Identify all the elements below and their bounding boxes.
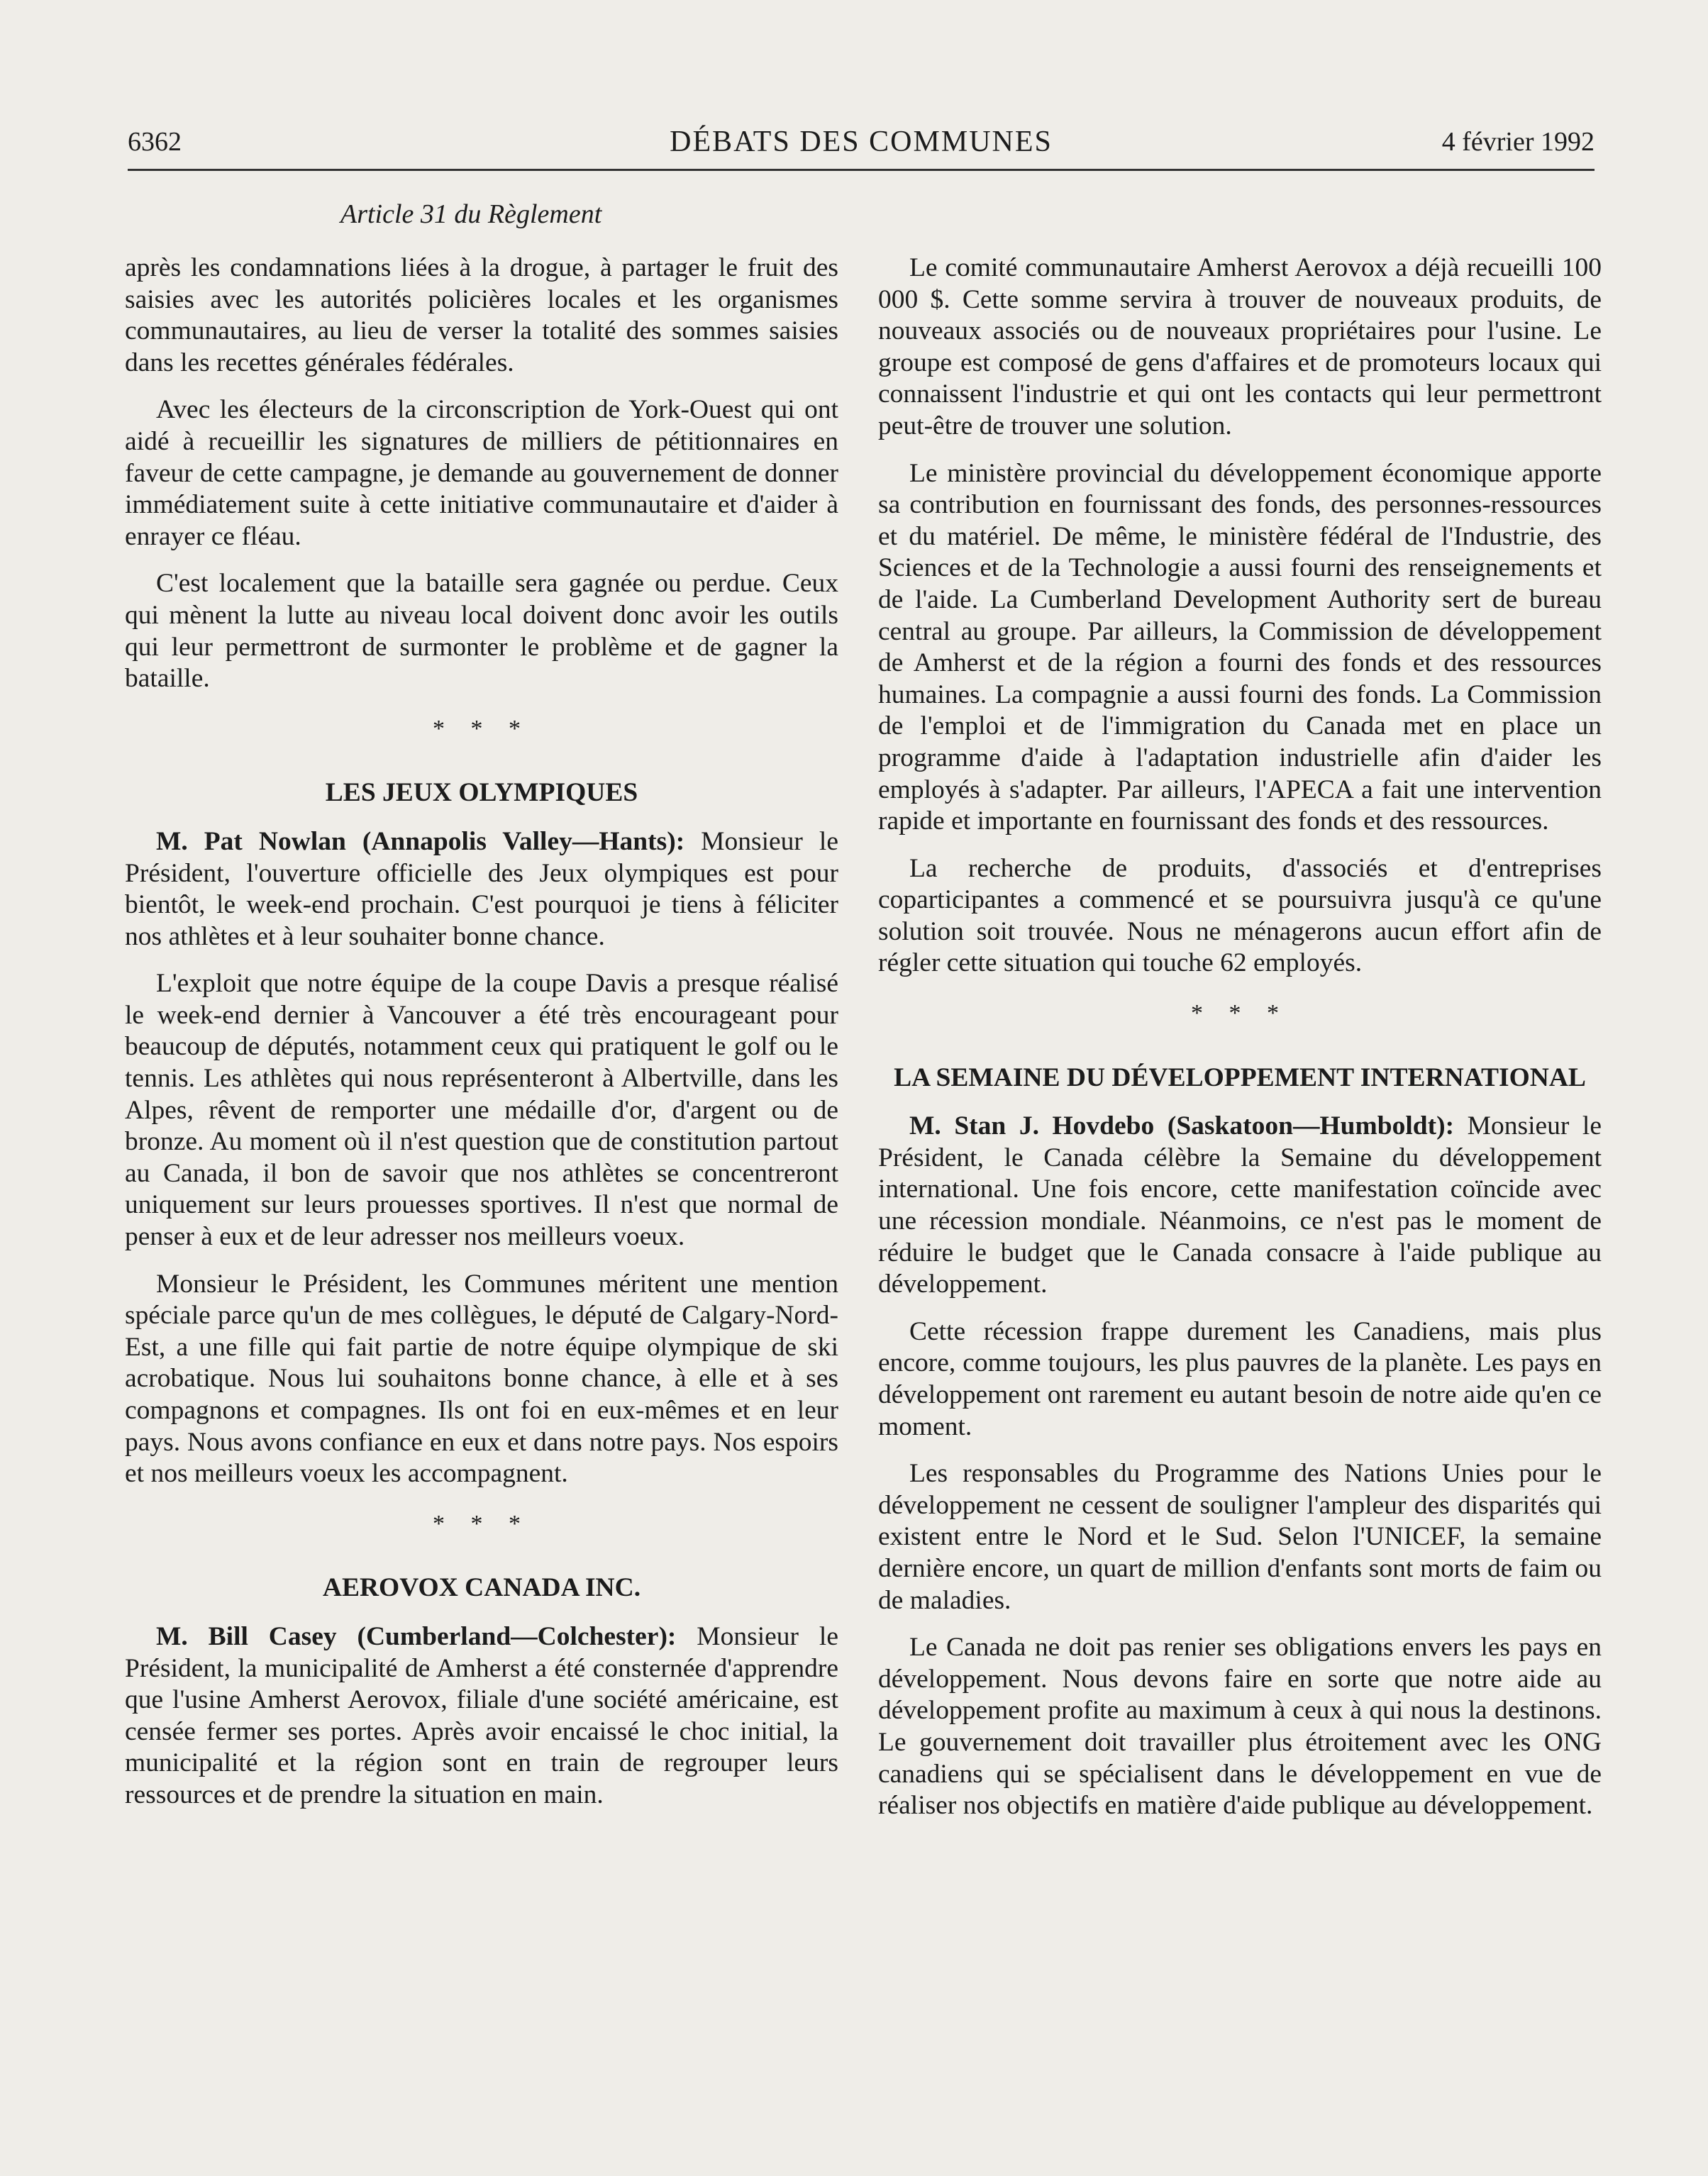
paragraph: Cette récession frappe durement les Canadiens, mais plus encore, comme toujours, les plus pauvres de la planète. Les pays en développement ont rarement eu autant besoin de notre aide qu'en ce moment.	[878, 1316, 1602, 1441]
section-separator: * * *	[433, 715, 531, 742]
paragraph: Le comité communautaire Amherst Aerovox a déjà recueilli 100 000 $. Cette somme servira à trouver de nouveaux produits, de nouveaux associés ou de nouveaux propriétaires pour l'usine. Le groupe est composé de gens d'affaires et de promoteurs locaux qui connaissent l'industrie et qui ont les contacts qui leur permettront peut-être de trouver une solution.	[878, 253, 1602, 440]
paragraph: La recherche de produits, d'associés et d'entreprises coparticipantes a commencé et se poursuivra jusqu'à ce qu'une solution soit trouvée. Nous ne ménagerons aucun effort afin de régler cette situation qui touche 62 employés.	[878, 853, 1602, 978]
left-column	[125, 252, 838, 1827]
speaker-name: M. Stan J. Hovdebo (Saskatoon—Humboldt):	[909, 1111, 1455, 1141]
section-heading: AEROVOX CANADA INC.	[322, 1573, 641, 1603]
right-column	[878, 252, 1602, 1838]
section-heading: LA SEMAINE DU DÉVELOPPEMENT INTERNATIONAL	[894, 1062, 1586, 1092]
speaker-name: M. Pat Nowlan (Annapolis Valley—Hants):	[156, 826, 685, 856]
paragraph: Le Canada ne doit pas renier ses obligations envers les pays en développement. Nous devons faire en sorte que notre aide au développement profite au maximum à ceux à qui nous la destinons. Le gouvernement doit travailler plus étroitement avec les ONG canadiens qui se spécialisent dans le développement en vue de réaliser nos objectifs en matière d'aide publique au développement.	[878, 1633, 1602, 1821]
section-separator: * * *	[1191, 1000, 1289, 1027]
paragraph: Avec les électeurs de la circonscription de York-Ouest qui ont aidé à recueillir les signatures de milliers de pétitionnaires en faveur de cette campagne, je demande au gouvernement de donner immédiatement suite à cette initiative communautaire et d'aider à enrayer ce fléau.	[125, 395, 838, 551]
speech-text: Monsieur le Président, le Canada célèbre la Semaine du développement international. Une fois encore, cette manifestation coïncide avec une récession mondiale. Néanmoins, ce n'est pas le moment de réduire le budget que le Canada consacre à l'aide publique au développement.	[878, 1111, 1602, 1299]
section-rubric: Article 31 du Règlement	[340, 199, 602, 229]
speech-paragraph	[125, 1621, 838, 1811]
paragraph: L'exploit que notre équipe de la coupe Davis a presque réalisé le week-end dernier à Vancouver a été très encourageant pour beaucoup de députés, notamment ceux qui pratiquent le golf ou le tennis. Les athlètes qui nous représenteront à Albertville, dans les Alpes, rêvent de remporter une médaille d'or, d'argent ou de bronze. Au moment où il n'est question que de constitution partout au Canada, il bon de savoir que nos athlètes se concentreront uniquement sur leurs prouesses sportives. Il n'est que normal de penser à eux et de leur adresser nos meilleurs voeux.	[125, 969, 838, 1252]
paragraph: après les condamnations liées à la drogue, à partager le fruit des saisies avec les autorités policières locales et les organismes communautaires, au lieu de verser la totalité des sommes saisies dans les recettes générales fédérales.	[125, 253, 838, 377]
issue-date: 4 février 1992	[1441, 127, 1595, 157]
section-separator: * * *	[433, 1510, 531, 1537]
paragraph: Monsieur le Président, les Communes méritent une mention spéciale parce qu'un de mes collègues, le député de Calgary-Nord-Est, a une fille qui fait partie de notre équipe olympique de ski acrobatique. Nous lui souhaitons bonne chance, à elle et à ses compagnons et compagnes. Ils ont foi en eux-mêmes et en leur pays. Nous avons confiance en eux et dans notre pays. Nos espoirs et nos meilleurs voeux les accompagnent.	[125, 1269, 838, 1489]
speech-text: Monsieur le Président, l'ouverture officielle des Jeux olympiques est pour bientôt, le week-end prochain. C'est pourquoi je tiens à féliciter nos athlètes et à leur souhaiter bonne chance.	[125, 826, 838, 951]
running-header	[128, 119, 1595, 171]
speaker-name: M. Bill Casey (Cumberland—Colchester):	[156, 1621, 677, 1651]
speech-paragraph	[125, 826, 838, 953]
paragraph: Le ministère provincial du développement économique apporte sa contribution en fournissant des fonds, des personnes-ressources et du matériel. De même, le ministère fédéral de l'Industrie, des Sciences et de la Technologie a aussi fourni des renseignements et de l'aide. La Cumberland Development Authority sert de bureau central au groupe. Par ailleurs, la Commission de développement de Amherst et de la région a fourni des fonds et des ressources humaines. La compagnie a aussi fourni des fonds. La Commission de l'emploi et de l'immigration du Canada met en place un programme d'aide à l'adaptation industrielle afin d'aider les employés à s'adapter. Par ailleurs, l'APECA a fait une intervention rapide et importante en fournissant des fonds et des ressources.	[878, 458, 1602, 836]
section-heading: LES JEUX OLYMPIQUES	[325, 778, 638, 808]
page-number: 6362	[128, 127, 182, 157]
paragraph: C'est localement que la bataille sera gagnée ou perdue. Ceux qui mènent la lutte au niveau local doivent donc avoir les outils qui leur permettront de surmonter le problème et de gagner la bataille.	[125, 569, 838, 694]
speech-paragraph	[878, 1111, 1602, 1301]
publication-title: DÉBATS DES COMMUNES	[670, 126, 1053, 158]
paragraph: Les responsables du Programme des Nations Unies pour le développement ne cessent de souligner l'ampleur des disparités qui existent entre le Nord et le Sud. Selon l'UNICEF, la semaine dernière encore, un quart de million d'enfants sont morts de faim ou de maladies.	[878, 1459, 1602, 1615]
speech-text: Monsieur le Président, la municipalité de Amherst a été consternée d'apprendre que l'usine Amherst Aerovox, filiale d'une société américaine, est censée fermer ses portes. Après avoir encaissé le choc initial, la municipalité et la région sont en train de regrouper leurs ressources et de prendre la situation en main.	[125, 1621, 838, 1809]
